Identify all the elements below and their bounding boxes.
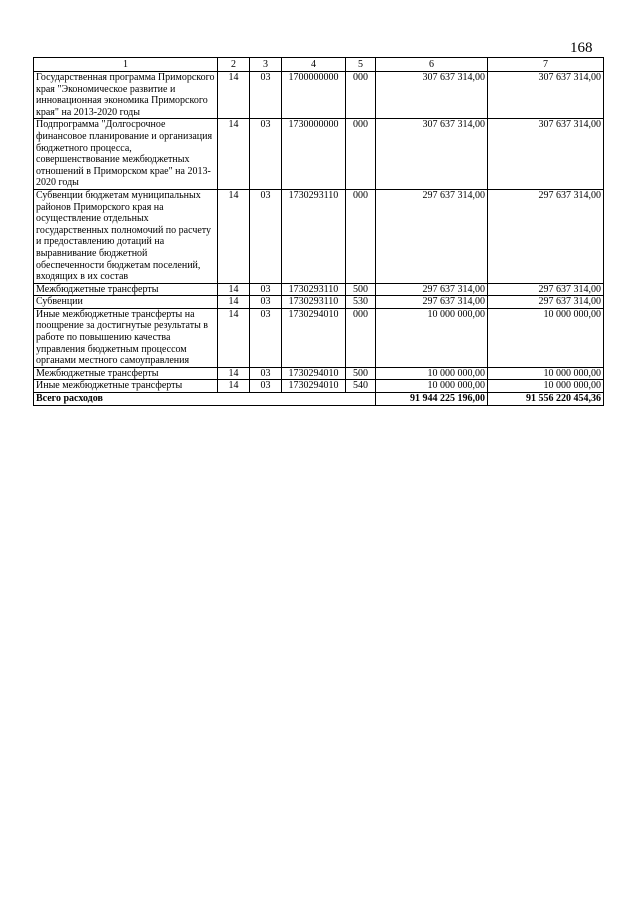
total-row [34,393,604,406]
row-name: Межбюджетные трансферты [34,367,218,380]
row-expense-type: 000 [346,72,376,119]
row-expense-type: 000 [346,119,376,190]
header-col-3: 3 [250,58,282,72]
row-section: 14 [218,119,250,190]
row-amount-7: 10 000 000,00 [488,308,604,367]
row-amount-7: 297 637 314,00 [488,189,604,283]
row-expense-type: 500 [346,367,376,380]
header-col-7: 7 [488,58,604,72]
row-expense-type: 500 [346,283,376,296]
row-amount-6: 297 637 314,00 [376,296,488,309]
row-target-code: 1730294010 [282,367,346,380]
header-col-5: 5 [346,58,376,72]
row-expense-type: 000 [346,189,376,283]
row-name: Субвенции бюджетам муниципальных районов Приморского края на осуществление отдельных государственных полномочий по расчету и предоставлению дотаций на выравнивание бюджетной обеспеченности бюджетам поселений, входящих в их состав [34,189,218,283]
row-amount-6: 10 000 000,00 [376,367,488,380]
row-subsection: 03 [250,119,282,190]
table-row [34,283,604,296]
row-subsection: 03 [250,72,282,119]
row-amount-6: 307 637 314,00 [376,72,488,119]
row-target-code: 1730294010 [282,380,346,393]
row-amount-6: 297 637 314,00 [376,283,488,296]
table-row [34,380,604,393]
row-target-code: 1700000000 [282,72,346,119]
row-section: 14 [218,296,250,309]
row-amount-6: 307 637 314,00 [376,119,488,190]
header-col-4: 4 [282,58,346,72]
row-section: 14 [218,367,250,380]
row-amount-7: 297 637 314,00 [488,283,604,296]
row-section: 14 [218,189,250,283]
row-section: 14 [218,283,250,296]
row-expense-type: 540 [346,380,376,393]
row-subsection: 03 [250,380,282,393]
header-col-6: 6 [376,58,488,72]
row-name: Межбюджетные трансферты [34,283,218,296]
row-subsection: 03 [250,296,282,309]
row-section: 14 [218,72,250,119]
row-target-code: 1730000000 [282,119,346,190]
row-amount-6: 10 000 000,00 [376,308,488,367]
header-col-2: 2 [218,58,250,72]
row-name: Подпрограмма "Долгосрочное финансовое планирование и организация бюджетного процесса, совершенствование межбюджетных отношений в Приморском крае" на 2013-2020 годы [34,119,218,190]
budget-table [33,57,604,406]
row-amount-7: 10 000 000,00 [488,380,604,393]
table-row [34,72,604,119]
table-row [34,189,604,283]
row-name: Государственная программа Приморского края "Экономическое развитие и инновационная экономика Приморского края" на 2013-2020 годы [34,72,218,119]
row-amount-6: 297 637 314,00 [376,189,488,283]
row-amount-7: 10 000 000,00 [488,367,604,380]
row-amount-7: 297 637 314,00 [488,296,604,309]
total-label: Всего расходов [34,393,376,406]
row-name: Иные межбюджетные трансферты [34,380,218,393]
row-expense-type: 000 [346,308,376,367]
row-section: 14 [218,380,250,393]
row-subsection: 03 [250,189,282,283]
row-expense-type: 530 [346,296,376,309]
row-name: Субвенции [34,296,218,309]
row-amount-7: 307 637 314,00 [488,119,604,190]
page-number: 168 [570,40,593,56]
header-row [34,58,604,72]
row-target-code: 1730294010 [282,308,346,367]
row-subsection: 03 [250,283,282,296]
row-section: 14 [218,308,250,367]
table-row [34,296,604,309]
row-subsection: 03 [250,308,282,367]
total-amount-7: 91 556 220 454,36 [488,393,604,406]
row-name: Иные межбюджетные трансферты на поощрение за достигнутые результаты в работе по повышению качества управления бюджетным процессом органами местного самоуправления [34,308,218,367]
row-amount-6: 10 000 000,00 [376,380,488,393]
row-target-code: 1730293110 [282,283,346,296]
table-row [34,367,604,380]
table-row [34,119,604,190]
total-amount-6: 91 944 225 196,00 [376,393,488,406]
table-row [34,308,604,367]
row-amount-7: 307 637 314,00 [488,72,604,119]
header-col-1: 1 [34,58,218,72]
row-target-code: 1730293110 [282,189,346,283]
row-subsection: 03 [250,367,282,380]
row-target-code: 1730293110 [282,296,346,309]
